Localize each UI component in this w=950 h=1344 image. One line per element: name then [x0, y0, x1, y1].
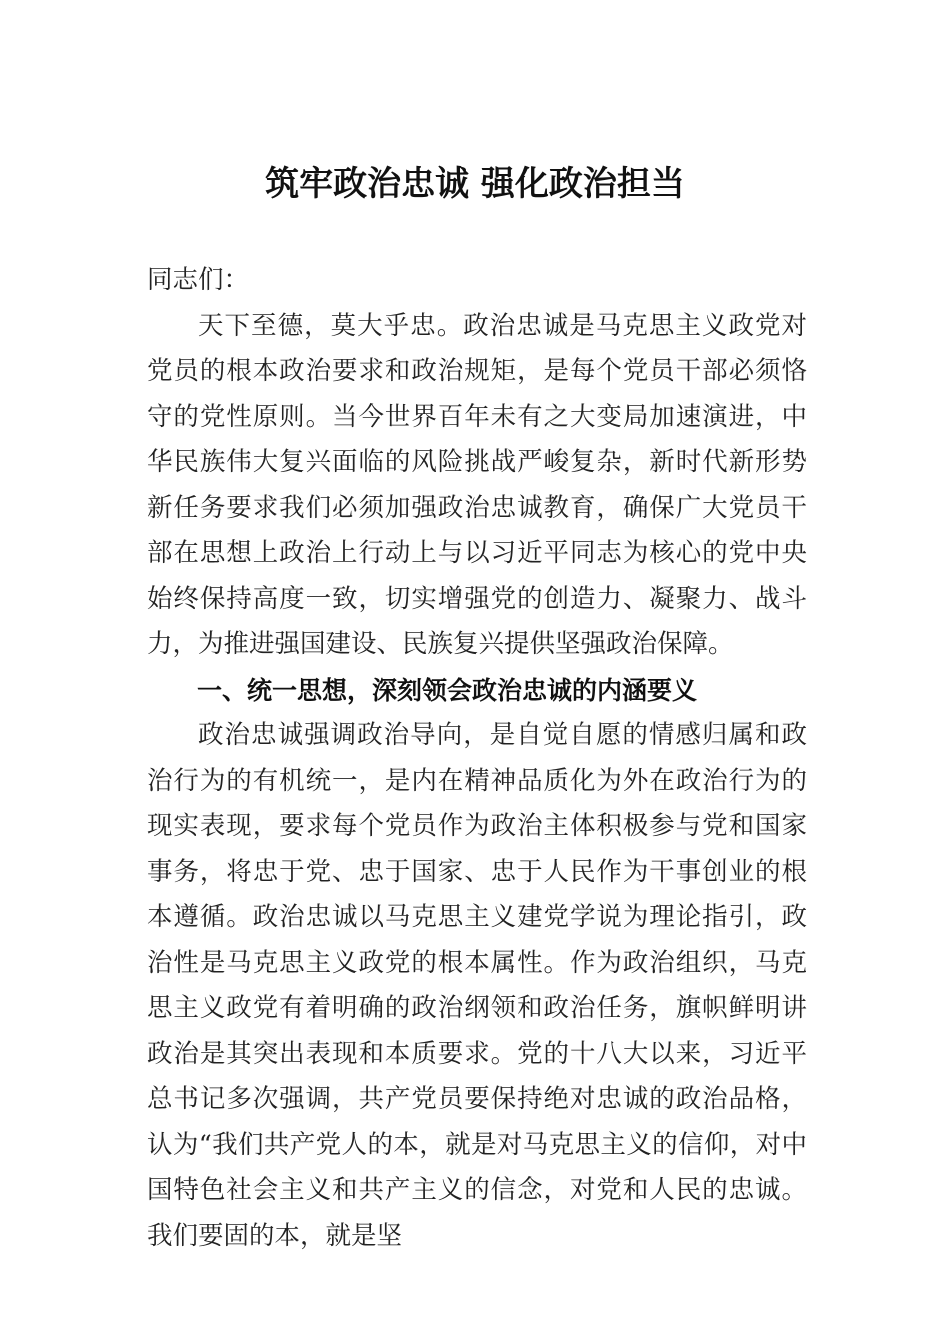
paragraph-intro: 天下至德，莫大乎忠。政治忠诚是马克思主义政党对党员的根本政治要求和政治规矩，是每个党员干部必须恪守的党性原则。当今世界百年未有之大变局加速演进，中华民族伟大复兴面临的风险挑战严峻复杂，新时代新形势新任务要求我们必须加强政治忠诚教育，确保广大党员干部在思想上政治上行动上与以习近平同志为核心的党中央始终保持高度一致，切实增强党的创造力、凝聚力、战斗力，为推进强国建设、民族复兴提供坚强政治保障。 — [147, 310, 807, 659]
paragraph-section-1: 政治忠诚强调政治导向，是自觉自愿的情感归属和政治行为的有机统一，是内在精神品质化为外在政治行为的现实表现，要求每个党员作为政治主体积极参与党和国家事务，将忠于党、忠于国家、忠于人民作为干事创业的根本遵循。政治忠诚以马克思主义建党学说为理论指引，政治性是马克思主义政党的根本属性。作为政治组织，马克思主义政党有着明确的政治纲领和政治任务，旗帜鲜明讲政治是其突出表现和本质要求。党的十八大以来，习近平总书记多次强调，共产党员要保持绝对忠诚的政治品格，认为“我们共产党人的本，就是对马克思主义的信仰，对中国特色社会主义和共产主义的信念，对党和人民的忠诚。我们要固的本，就是坚 — [147, 720, 807, 1251]
document-title: 筑牢政治忠诚 强化政治担当 — [265, 164, 685, 204]
document-body — [147, 258, 807, 1259]
salutation: 同志们： — [147, 265, 250, 295]
section-heading: 一、统一思想，深刻领会政治忠诚的内涵要义 — [197, 675, 698, 705]
